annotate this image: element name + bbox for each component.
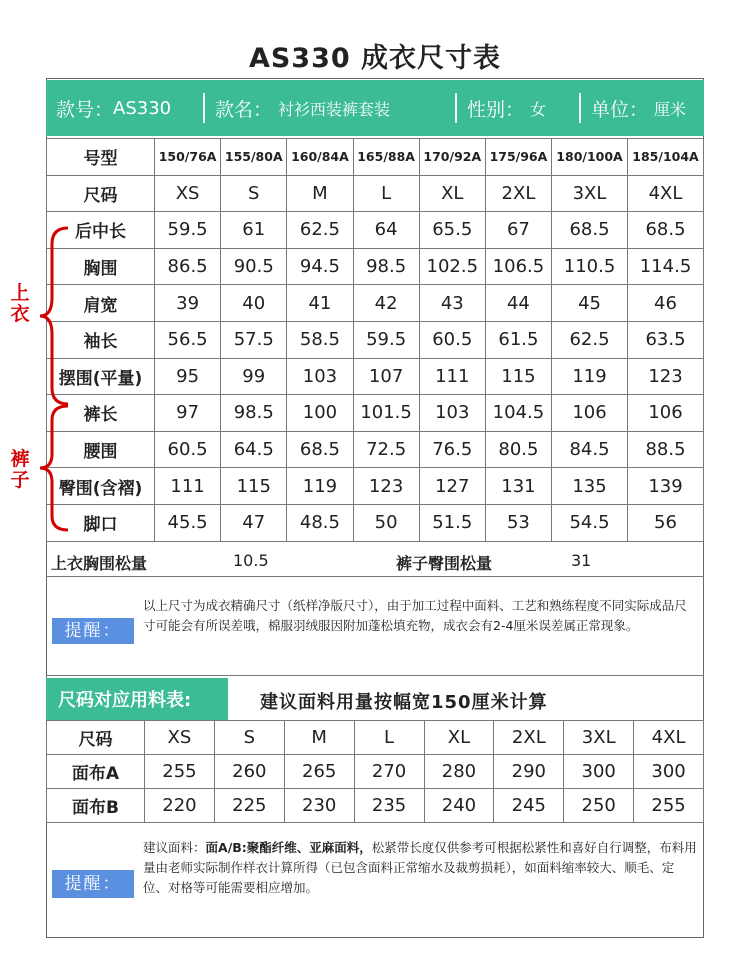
measure-cell: 72.5	[353, 431, 419, 468]
measure-cell: 95	[155, 358, 221, 395]
measure-cell: 94.5	[287, 248, 353, 285]
measure-cell: 131	[485, 468, 551, 505]
measure-cell: 43	[419, 285, 485, 322]
fabric-section-header	[46, 678, 704, 720]
pants-label: 裤子	[10, 448, 30, 491]
fabric-cell: 265	[284, 755, 354, 789]
unit-cell	[581, 80, 701, 136]
tip-badge-2: 提醒：	[52, 870, 134, 898]
style-no-cell	[46, 80, 203, 136]
measure-cell: 44	[485, 285, 551, 322]
fabric-size-row	[47, 721, 704, 755]
measure-cell: 88.5	[628, 431, 704, 468]
measure-label: 腰围	[47, 431, 155, 468]
measure-cell: 97	[155, 395, 221, 432]
model-cell: 175/96A	[485, 139, 551, 176]
ease-row	[46, 544, 704, 577]
measure-cell: 51.5	[419, 504, 485, 541]
fabric-size-cell: 3XL	[564, 721, 634, 755]
measure-cell: 45.5	[155, 504, 221, 541]
size-table	[46, 138, 704, 542]
measure-cell: 114.5	[628, 248, 704, 285]
tip-text-2	[143, 838, 698, 898]
measure-cell: 58.5	[287, 321, 353, 358]
fabric-cell: 290	[494, 755, 564, 789]
measure-cell: 59.5	[155, 212, 221, 249]
size-cell: L	[353, 175, 419, 212]
measure-cell: 42	[353, 285, 419, 322]
model-row	[47, 139, 704, 176]
measure-cell: 60.5	[419, 321, 485, 358]
tip-text-1: 以上尺寸为成衣精确尺寸（纸样净版尺寸），由于加工过程中面料、工艺和熟练程度不同实际成品尺寸可能会有所误差哦，棉服羽绒服因附加蓬松填充物，成衣会有2-4厘米误差属正常现象。	[143, 598, 687, 633]
measure-cell: 98.5	[353, 248, 419, 285]
fabric-size-cell: L	[354, 721, 424, 755]
measure-cell: 56.5	[155, 321, 221, 358]
fabric-cell: 220	[145, 789, 215, 823]
model-cell: 155/80A	[221, 139, 287, 176]
top-ease-value: 10.5	[233, 551, 269, 570]
fabric-section-title: 尺码对应用料表:	[46, 678, 228, 720]
measure-cell: 56	[628, 504, 704, 541]
fabric-row	[47, 755, 704, 789]
measure-cell: 139	[628, 468, 704, 505]
measure-label: 胸围	[47, 248, 155, 285]
measure-cell: 102.5	[419, 248, 485, 285]
measure-cell: 53	[485, 504, 551, 541]
fabric-row	[47, 789, 704, 823]
fabric-cell: 235	[354, 789, 424, 823]
measure-cell: 106.5	[485, 248, 551, 285]
fabric-cell: 300	[564, 755, 634, 789]
measure-row	[47, 395, 704, 432]
measure-cell: 101.5	[353, 395, 419, 432]
style-name-value: 衬衫西装裤套装	[278, 99, 391, 119]
measure-cell: 84.5	[552, 431, 628, 468]
pants-ease-value: 31	[571, 551, 592, 570]
fabric-cell: 230	[284, 789, 354, 823]
measure-cell: 62.5	[287, 212, 353, 249]
measure-cell: 47	[221, 504, 287, 541]
fabric-cell: 240	[424, 789, 494, 823]
tip-box-1	[46, 578, 704, 676]
fabric-size-cell: XL	[424, 721, 494, 755]
header-band	[46, 80, 704, 136]
size-header: 尺码	[47, 175, 155, 212]
tip-text-2c: 松紧带长度仅供参考可根据松紧性和喜好自行调整，布料用量由老师实际制作样衣计算所得（已包含面料正常缩水及裁剪损耗），如面料缩率较大、顺毛、定位、对格等可能需要相应增加。	[143, 840, 697, 895]
measure-cell: 110.5	[552, 248, 628, 285]
size-cell: XS	[155, 175, 221, 212]
measure-cell: 115	[485, 358, 551, 395]
fabric-size-cell: S	[214, 721, 284, 755]
model-cell: 170/92A	[419, 139, 485, 176]
measure-row	[47, 358, 704, 395]
measure-cell: 61	[221, 212, 287, 249]
measure-cell: 60.5	[155, 431, 221, 468]
pants-brace-icon	[38, 404, 74, 534]
size-cell: 2XL	[485, 175, 551, 212]
model-cell: 180/100A	[552, 139, 628, 176]
measure-cell: 107	[353, 358, 419, 395]
measure-cell: 100	[287, 395, 353, 432]
fabric-label: 面布B	[47, 789, 145, 823]
fabric-cell: 255	[634, 789, 704, 823]
measure-cell: 123	[628, 358, 704, 395]
fabric-cell: 255	[145, 755, 215, 789]
model-cell: 150/76A	[155, 139, 221, 176]
measure-cell: 59.5	[353, 321, 419, 358]
fabric-label: 面布A	[47, 755, 145, 789]
measure-cell: 64	[353, 212, 419, 249]
measure-row	[47, 468, 704, 505]
measure-cell: 99	[221, 358, 287, 395]
measure-cell: 40	[221, 285, 287, 322]
measure-cell: 90.5	[221, 248, 287, 285]
measure-cell: 39	[155, 285, 221, 322]
measure-label: 臀围(含褶)	[47, 468, 155, 505]
measure-cell: 41	[287, 285, 353, 322]
model-cell: 160/84A	[287, 139, 353, 176]
measure-cell: 62.5	[552, 321, 628, 358]
measure-label: 摆围(平量)	[47, 358, 155, 395]
measure-cell: 80.5	[485, 431, 551, 468]
measure-row	[47, 321, 704, 358]
fabric-cell: 300	[634, 755, 704, 789]
measure-row	[47, 285, 704, 322]
measure-cell: 123	[353, 468, 419, 505]
measure-cell: 48.5	[287, 504, 353, 541]
header-divider	[455, 93, 457, 123]
measure-label: 脚口	[47, 504, 155, 541]
header-divider	[203, 93, 205, 123]
style-name-label: 款名：	[215, 98, 273, 121]
fabric-size-header: 尺码	[47, 721, 145, 755]
measure-cell: 65.5	[419, 212, 485, 249]
measure-cell: 45	[552, 285, 628, 322]
measure-row	[47, 248, 704, 285]
measure-cell: 111	[155, 468, 221, 505]
fabric-size-cell: 4XL	[634, 721, 704, 755]
size-cell: M	[287, 175, 353, 212]
measure-row	[47, 212, 704, 249]
top-garment-label: 上衣	[10, 282, 30, 325]
fabric-cell: 225	[214, 789, 284, 823]
model-header: 号型	[47, 139, 155, 176]
fabric-size-cell: M	[284, 721, 354, 755]
size-cell: S	[221, 175, 287, 212]
measure-cell: 119	[287, 468, 353, 505]
tip-box-2	[46, 822, 704, 938]
fabric-cell: 245	[494, 789, 564, 823]
tip-text-2-bold: 面A/B:聚酯纤维、亚麻面料，	[205, 840, 372, 855]
fabric-size-cell: XS	[145, 721, 215, 755]
measure-cell: 46	[628, 285, 704, 322]
measure-cell: 127	[419, 468, 485, 505]
model-cell: 165/88A	[353, 139, 419, 176]
fabric-section-note: 建议面料用量按幅宽150厘米计算	[260, 692, 548, 713]
measure-cell: 106	[628, 395, 704, 432]
measure-cell: 67	[485, 212, 551, 249]
style-no-value: AS330	[113, 97, 172, 119]
header-divider	[579, 93, 581, 123]
gender-label: 性别：	[467, 98, 525, 121]
size-cell: 4XL	[628, 175, 704, 212]
fabric-cell: 270	[354, 755, 424, 789]
measure-cell: 106	[552, 395, 628, 432]
measure-cell: 61.5	[485, 321, 551, 358]
measure-cell: 54.5	[552, 504, 628, 541]
fabric-cell: 260	[214, 755, 284, 789]
measure-cell: 64.5	[221, 431, 287, 468]
gender-cell	[457, 80, 579, 136]
measure-cell: 50	[353, 504, 419, 541]
measure-cell: 111	[419, 358, 485, 395]
size-row	[47, 175, 704, 212]
measure-cell: 103	[287, 358, 353, 395]
fabric-size-cell: 2XL	[494, 721, 564, 755]
measure-cell: 115	[221, 468, 287, 505]
measure-label: 裤长	[47, 395, 155, 432]
measure-row	[47, 504, 704, 541]
measure-cell: 98.5	[221, 395, 287, 432]
measure-cell: 68.5	[287, 431, 353, 468]
measure-cell: 119	[552, 358, 628, 395]
measure-cell: 68.5	[552, 212, 628, 249]
model-cell: 185/104A	[628, 139, 704, 176]
top-brace-icon	[38, 226, 74, 406]
unit-value: 厘米	[654, 99, 687, 119]
pants-ease-label: 裤子臀围松量	[396, 554, 493, 573]
style-name-cell	[205, 80, 455, 136]
measure-cell: 68.5	[628, 212, 704, 249]
gender-value: 女	[530, 99, 547, 119]
page-title: AS330 成衣尺寸表	[248, 43, 502, 74]
fabric-cell: 250	[564, 789, 634, 823]
top-ease-label: 上衣胸围松量	[51, 554, 148, 573]
tip-badge-1: 提醒：	[52, 618, 134, 644]
size-cell: 3XL	[552, 175, 628, 212]
unit-label: 单位：	[591, 98, 649, 121]
fabric-table	[46, 720, 704, 823]
fabric-cell: 280	[424, 755, 494, 789]
tip-text-2a: 建议面料：	[143, 840, 206, 855]
measure-label: 肩宽	[47, 285, 155, 322]
measure-cell: 104.5	[485, 395, 551, 432]
measure-cell: 76.5	[419, 431, 485, 468]
measure-cell: 57.5	[221, 321, 287, 358]
measure-cell: 103	[419, 395, 485, 432]
measure-cell: 63.5	[628, 321, 704, 358]
measure-label: 袖长	[47, 321, 155, 358]
measure-label: 后中长	[47, 212, 155, 249]
size-cell: XL	[419, 175, 485, 212]
measure-cell: 86.5	[155, 248, 221, 285]
style-no-label: 款号：	[56, 98, 114, 121]
measure-cell: 135	[552, 468, 628, 505]
measure-row	[47, 431, 704, 468]
